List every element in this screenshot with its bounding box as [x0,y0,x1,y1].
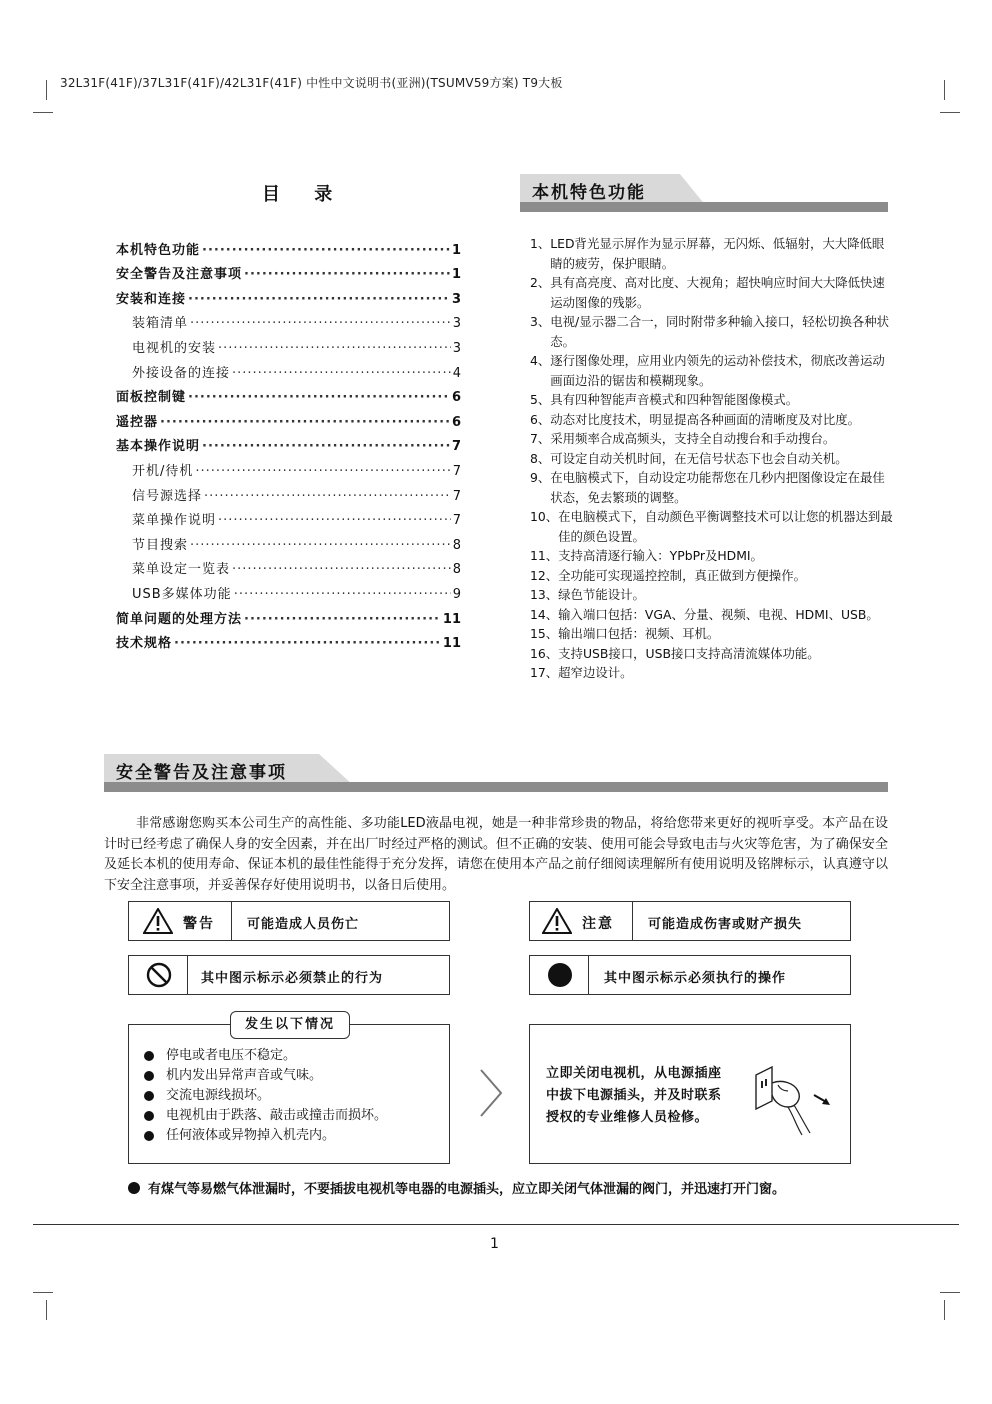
feature-text: 具有高亮度、高对比度、大视角；超快响应时间大大降低快速运动图像的残影。 [550,275,885,310]
toc-leader-dots [195,464,450,479]
footer-rule [33,1224,959,1225]
toc-leader-dots [190,538,451,553]
bullet-dot-icon [144,1091,154,1101]
features-title: 本机特色功能 [532,183,646,203]
toc-entry-page: 11 [442,636,461,652]
warning-text: 可能造成人员伤亡 [247,917,360,932]
feature-number: 11、 [530,548,559,563]
gas-note-text: 有煤气等易燃气体泄漏时，不要插拔电视机等电器的电源插头，应立即关闭气体泄漏的阀门，并迅速打开门窗。 [148,1182,786,1197]
toc-entry-page: 7 [452,488,461,504]
feature-item [530,312,895,351]
toc-entry[interactable] [116,381,461,406]
feature-item [530,566,895,586]
toc-entry-label: 面板控制键 [116,390,187,406]
feature-text: LED背光显示屏作为显示屏幕，无闪烁、低辐射，大大降低眼睛的疲劳，保护眼睛。 [550,236,885,271]
situation-item [144,1086,387,1106]
feature-text: 电视/显示器二合一，同时附带多种输入接口，轻松切换各种状态。 [550,314,890,349]
gas-note [128,1178,785,1197]
prohibit-box [128,955,450,995]
situation-item [144,1106,387,1126]
situation-text: 机内发出异常声音或气味。 [166,1068,323,1083]
situation-text: 电视机由于跌落、敲击或撞击而损坏。 [166,1108,388,1123]
toc-entry-label: 菜单操作说明 [132,513,217,529]
toc-entry[interactable] [116,233,461,258]
situation-text: 交流电源线损坏。 [166,1088,271,1103]
feature-number: 8、 [530,450,551,466]
feature-text: 采用频率合成高频头，支持全自动搜台和手动搜台。 [550,431,836,446]
toc-leader-dots [232,562,451,577]
table-of-contents [116,233,461,651]
toc-entry-label: 开机/待机 [132,463,194,479]
caution-box [529,901,851,941]
feature-item [530,663,895,683]
prohibit-text: 其中图示标示必须禁止的行为 [201,971,384,986]
feature-text: 超窄边设计。 [558,665,633,680]
feature-text: 输入端口包括：VGA、分量、视频、电视、HDMI、USB。 [558,606,879,622]
features-banner [520,174,888,212]
toc-leader-dots [190,316,451,331]
mandatory-box [529,955,851,995]
toc-leader-dots [188,292,450,307]
feature-text: 逐行图像处理，应用业内领先的运动补偿技术，彻底改善运动画面边沿的锯齿和模糊现象。 [550,353,885,388]
warning-triangle-icon [143,908,173,934]
feature-item [530,585,895,605]
warning-box [128,901,450,941]
toc-entry[interactable] [116,430,461,455]
crop-mark [33,112,53,113]
toc-leader-dots [188,390,450,405]
bullet-dot-icon [128,1182,140,1194]
crop-mark [46,1300,47,1320]
crop-mark [944,80,945,100]
bullet-dot-icon [144,1131,154,1141]
toc-entry-label: 安装和连接 [116,291,187,307]
feature-item [530,468,895,507]
feature-number: 10、 [530,509,559,524]
toc-entry-page: 1 [451,267,461,283]
caution-label: 注意 [582,916,614,932]
toc-entry-page: 7 [452,513,461,529]
feature-number: 16、 [530,645,559,661]
feature-number: 6、 [530,411,551,427]
toc-entry-label: 基本操作说明 [116,439,201,455]
action-line: 授权的专业维修人员检修。 [546,1110,709,1125]
feature-number: 17、 [530,665,559,680]
feature-number: 13、 [530,587,559,602]
feature-number: 7、 [530,431,551,446]
toc-entry-page: 6 [451,414,461,430]
toc-entry-page: 7 [452,463,461,479]
toc-entry[interactable] [116,405,461,430]
toc-entry[interactable] [116,331,461,356]
crop-mark [940,1292,960,1293]
page-number: 1 [490,1236,499,1252]
toc-entry-page: 1 [451,242,461,258]
safety-intro: 非常感谢您购买本公司生产的高性能、多功能LED液晶电视，她是一种非常珍贵的物品，将给您带来更好的视听享受。本产品在设计时已经考虑了确保人身的安全因素，并在出厂时经过严格的测试。但不正确的安装、使用可能会导致电击与火灾等危害，为了确保安全及延长本机的使用寿命、保证本机的最佳性能得于充分发挥，请您在使用本产品之前仔细阅读理解所有使用说明及铭牌标示，认真遵守以下安全注意事项，并妥善保存好使用说明书，以备日后使用。 [104,816,888,893]
feature-item [530,410,895,430]
feature-item [530,644,895,664]
prohibited-icon [146,962,172,988]
document-header: 32L31F(41F)/37L31F(41F)/42L31F(41F) 中性中文说明书(亚洲)(TSUMV59方案) T9大板 [60,76,563,90]
bullet-dot-icon [144,1071,154,1081]
toc-entry[interactable] [116,528,461,553]
feature-number: 12、 [530,567,559,583]
feature-number: 3、 [530,314,551,329]
feature-text: 输出端口包括：视频、耳机。 [558,626,720,641]
toc-entry[interactable] [116,602,461,627]
situation-item [144,1046,387,1066]
toc-entry-label: USB多媒体功能 [132,586,232,602]
mandatory-text: 其中图示标示必须执行的操作 [604,971,787,986]
situation-text: 停电或者电压不稳定。 [166,1048,297,1063]
toc-entry-page: 8 [452,537,461,553]
feature-item [530,273,895,312]
feature-item [530,234,895,273]
safety-title: 安全警告及注意事项 [116,763,287,783]
toc-leader-dots [234,587,451,602]
toc-entry-page: 8 [452,562,461,578]
feature-text: 绿色节能设计。 [558,587,645,602]
toc-entry-page: 3 [451,291,461,307]
situations-list [144,1046,387,1146]
features-list [530,234,895,683]
feature-number: 1、 [530,236,551,251]
toc-entry-label: 电视机的安装 [132,340,217,356]
feature-number: 2、 [530,275,551,290]
toc-leader-dots [232,366,451,381]
safety-banner [104,754,888,792]
feature-item [530,351,895,390]
toc-entry-page: 3 [452,340,461,356]
toc-entry-page: 4 [452,365,461,381]
bullet-dot-icon [144,1051,154,1061]
feature-text: 全功能可实现遥控控制，真正做到方便操作。 [558,567,806,583]
crop-mark [940,112,960,113]
toc-entry[interactable] [116,307,461,332]
situations-title: 发生以下情况 [230,1011,350,1039]
toc-entry[interactable] [116,258,461,283]
feature-number: 5、 [530,392,551,407]
toc-leader-dots [174,636,441,651]
toc-title: 目 录 [262,184,347,205]
feature-number: 15、 [530,626,559,641]
feature-item [530,546,895,566]
action-line: 立即关闭电视机，从电源插座 [546,1066,722,1081]
toc-entry[interactable] [116,356,461,381]
crop-mark [944,1300,945,1320]
toc-entry-label: 本机特色功能 [116,242,201,258]
toc-leader-dots [218,513,451,528]
feature-item [530,507,895,546]
action-line: 中拔下电源插头，并及时联系 [546,1088,722,1103]
toc-entry-page: 3 [452,316,461,332]
toc-entry-label: 装箱清单 [132,316,189,332]
feature-text: 支持高清逐行输入：YPbPr及HDMI。 [558,548,763,563]
feature-item [530,390,895,410]
feature-item [530,624,895,644]
feature-text: 可设定自动关机时间，在无信号状态下也会自动关机。 [550,450,848,466]
toc-entry-page: 6 [451,390,461,406]
feature-item [530,429,895,449]
toc-entry[interactable] [116,479,461,504]
unplug-hand-icon [750,1061,840,1137]
toc-leader-dots [204,489,451,504]
toc-entry-label: 技术规格 [116,636,173,652]
toc-entry-page: 7 [451,439,461,455]
toc-leader-dots [202,439,450,454]
toc-entry-page: 11 [442,611,461,627]
feature-text: 支持USB接口，USB接口支持高清流媒体功能。 [558,645,820,661]
feature-item [530,449,895,469]
caution-triangle-icon [542,908,572,934]
arrow-right-icon [478,1068,504,1118]
toc-leader-dots [244,612,441,627]
feature-text: 在电脑模式下，自动颜色平衡调整技术可以让您的机器达到最佳的颜色设置。 [558,509,893,544]
toc-entry[interactable] [116,627,461,652]
toc-entry[interactable] [116,282,461,307]
toc-entry[interactable] [116,577,461,602]
toc-entry[interactable] [116,454,461,479]
feature-text: 在电脑模式下，自动设定功能帮您在几秒内把图像设定在最佳状态，免去繁琐的调整。 [550,470,885,505]
situation-item [144,1126,387,1146]
toc-leader-dots [244,267,450,282]
toc-leader-dots [160,415,450,430]
feature-number: 9、 [530,470,551,485]
warning-label: 警告 [183,916,215,932]
mandatory-action-icon [547,962,573,988]
crop-mark [33,1292,53,1293]
toc-entry-page: 9 [452,586,461,602]
crop-mark [46,80,47,100]
situation-text: 任何液体或异物掉入机壳内。 [166,1128,336,1143]
toc-entry[interactable] [116,504,461,529]
toc-entry[interactable] [116,553,461,578]
feature-text: 具有四种智能声音模式和四种智能图像模式。 [550,392,799,407]
toc-entry-label: 菜单设定一览表 [132,562,231,578]
action-box [529,1024,851,1164]
situation-item [144,1066,387,1086]
feature-text: 动态对比度技术，明显提高各种画面的清晰度及对比度。 [550,411,861,427]
toc-entry-label: 简单问题的处理方法 [116,611,243,627]
feature-number: 4、 [530,353,551,368]
toc-entry-label: 遥控器 [116,414,159,430]
toc-entry-label: 信号源选择 [132,488,203,504]
feature-item [530,605,895,625]
toc-leader-dots [202,243,450,258]
bullet-dot-icon [144,1111,154,1121]
caution-text: 可能造成伤害或财产损失 [648,917,803,932]
toc-entry-label: 外接设备的连接 [132,365,231,381]
toc-entry-label: 安全警告及注意事项 [116,267,243,283]
feature-number: 14、 [530,606,559,622]
toc-leader-dots [218,341,451,356]
toc-entry-label: 节目搜索 [132,537,189,553]
